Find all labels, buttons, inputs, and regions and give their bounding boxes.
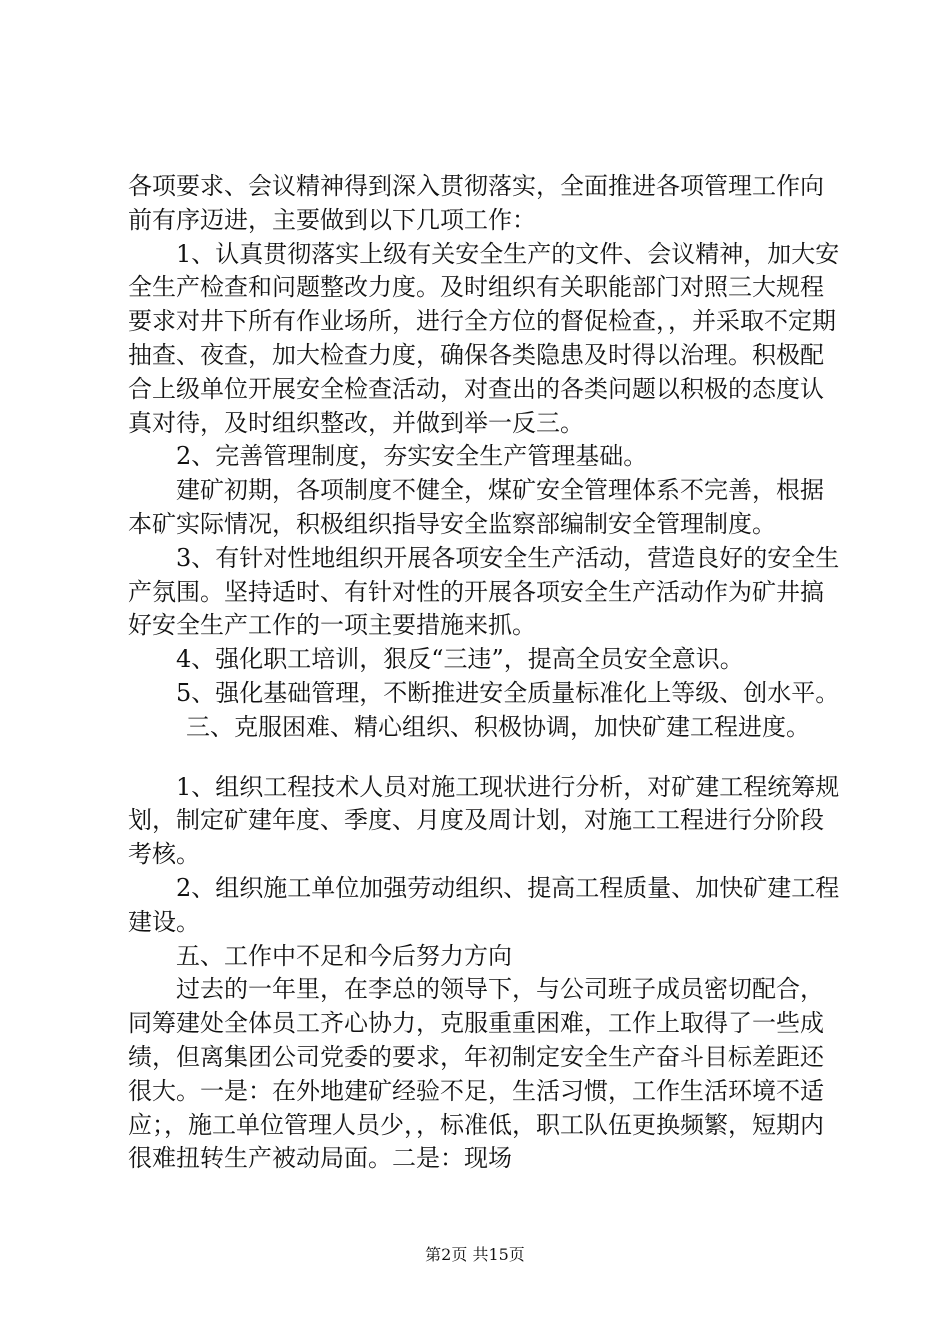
section-heading-five: 五、工作中不足和今后努力方向 [176,941,512,970]
paragraph-item-1: 1、认真贯彻落实上级有关安全生产的文件、会议精神，加大安全生产检查和问题整改力度。及时组织有关职能部门对照三大规程要求对井下所有作业场所，进行全方位的督促检查，，并采取不定期抽查、夜查，加大检查力度，确保各类隐患及时得以治理。积极配合上级单位开展安全检查活动，对查出的各类问题以积极的态度认真对待，及时组织整改，并做到举一反三。 [128,239,840,437]
document-body [128,170,840,1176]
paragraph-item-2: 2、完善管理制度，夯实安全生产管理基础。 [176,442,648,471]
paragraph-intro-continuation: 各项要求、会议精神得到深入贯彻落实，全面推进各项管理工作向前有序迈进，主要做到以下几项工作： [128,172,824,234]
paragraph-item-2-detail: 建矿初期，各项制度不健全，煤矿安全管理体系不完善，根据本矿实际情况，积极组织指导安全监察部编制安全管理制度。 [128,476,824,538]
page-number-footer: 第2页 共15页 [425,1245,525,1264]
paragraph-item-5: 5、强化基础管理，不断推进安全质量标准化上等级、创水平。 [176,678,840,707]
paragraph-section-three-item-2: 2、组织施工单位加强劳动组织、提高工程质量、加快矿建工程建设。 [128,873,840,936]
paragraph-section-three-item-1: 1、组织工程技术人员对施工现状进行分析，对矿建工程统筹规划，制定矿建年度、季度、月度及周计划，对施工工程进行分阶段考核。 [128,772,840,869]
paragraph-item-3: 3、有针对性地组织开展各项安全生产活动，营造良好的安全生产氛围。坚持适时、有针对性的开展各项安全生产活动作为矿井搞好安全生产工作的一项主要措施来抓。 [128,543,840,640]
section-heading-three: 三、克服困难、精心组织、积极协调，加快矿建工程进度。 [186,712,810,741]
paragraph-section-five-body: 过去的一年里，在李总的领导下，与公司班子成员密切配合，同筹建处全体员工齐心协力，克服重重困难，工作上取得了一些成绩，但离集团公司党委的要求，年初制定安全生产奋斗目标差距还很大。一是：在外地建矿经验不足，生活习惯，工作生活环境不适应；，施工单位管理人员少，，标准低，职工队伍更换频繁，短期内很难扭转生产被动局面。二是：现场 [128,975,824,1173]
paragraph-item-4: 4、强化职工培训，狠反“三违”，提高全员安全意识。 [176,645,744,674]
